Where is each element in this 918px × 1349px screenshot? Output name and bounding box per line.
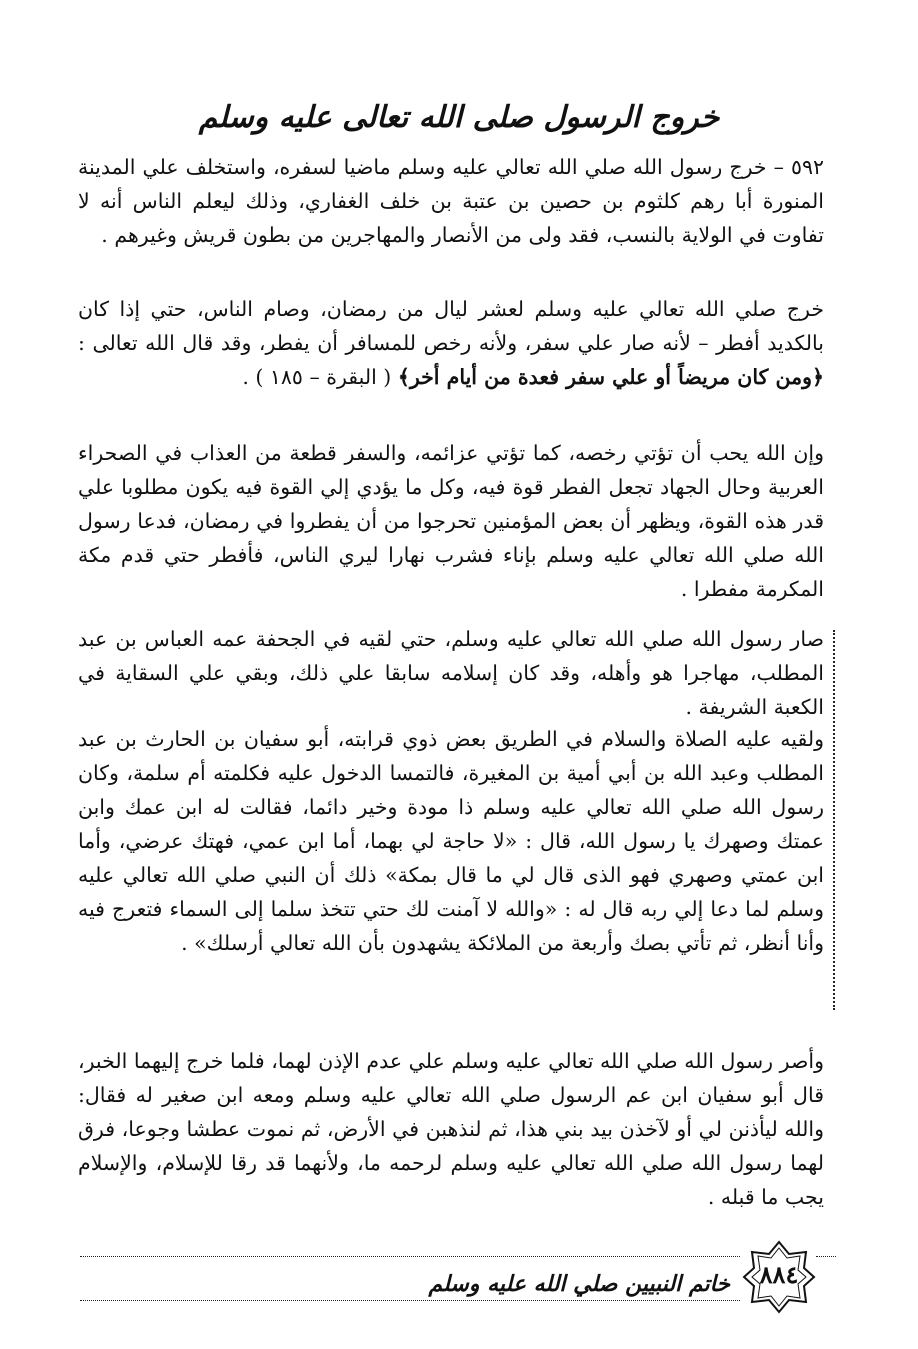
- footer-rule-top: [80, 1256, 740, 1257]
- paragraph-5: ولقيه عليه الصلاة والسلام في الطريق بعض ذوي قرابته، أبو سفيان بن الحارث بن عبد المطلب وعبد الله بن أبي أمية بن المغيرة، فالتمسا الدخول عليه فكلمته أم سلمة، وكان رسول الله صلي الله تعالي عليه وسلم ذا مودة وخير دائما، فقالت له ابن عمك وابن عمتك وصهرك يا رسول الله، قال : «لا حاجة لي بهما، أما ابن عمي، فهتك عرضي، وأما ابن عمتي وصهري فهو الذى قال لي ما قال بمكة» ذلك أن النبي صلي الله تعالي عليه وسلم لما دعا إلي ربه قال له : «والله لا آمنت لك حتي تتخذ سلما إلى السماء فتعرج فيه وأنا أنظر، ثم تأتي بصك وأربعة من الملائكة يشهدون بأن الله تعالي أرسلك» .: [78, 727, 824, 955]
- quran-reference: ( البقرة – ١٨٥ ) .: [242, 365, 398, 389]
- side-margin-rule: [833, 630, 835, 1010]
- paragraph-2-text: خرج صلي الله تعالي عليه وسلم لعشر ليال من رمضان، وصام الناس، حتي إذا كان بالكديد أفطر – لأنه صار علي سفر، ولأنه رخص للمسافر أن يفطر، وقد قال الله تعالى :: [78, 297, 824, 355]
- paragraph-2: [78, 292, 824, 394]
- page-title: خروج الرسول صلى الله تعالى عليه وسلم: [198, 100, 720, 135]
- footer-book-title: خاتم النبيين صلي الله عليه وسلم: [428, 1271, 730, 1297]
- page-number: ٨٨٤: [759, 1260, 799, 1289]
- paragraph-4: صار رسول الله صلي الله تعالي عليه وسلم، حتي لقيه في الجحفة عمه العباس بن عبد المطلب، مهاجرا هو وأهله، وقد كان إسلامه سابقا علي ذلك، وبقي علي السقاية في الكعبة الشريفة .: [78, 627, 824, 719]
- paragraph-6: وأصر رسول الله صلي الله تعالي عليه وسلم علي عدم الإذن لهما، فلما خرج إليهما الخبر، قال أبو سفيان ابن عم الرسول صلي الله تعالي عليه وسلم ومعه ابن صغير له فقال: والله ليأذنن لي أو لآخذن بيد بني هذا، ثم لنذهبن في الأرض، ثم نموت عطشا وجوعا، فرق لهما رسول الله صلي الله تعالي عليه وسلم لرحمه ما، ولأنهما قد رقا للإسلام، والإسلام يجب ما قبله .: [78, 1049, 824, 1209]
- quran-verse: ﴿ومن كان مريضاً أو علي سفر فعدة من أيام أخر﴾: [397, 365, 824, 389]
- footer-rule-right: [816, 1256, 836, 1257]
- paragraph-1: ٥٩٢ – خرج رسول الله صلي الله تعالي عليه وسلم ماضيا لسفره، واستخلف علي المدينة المنورة أبا رهم كلثوم بن حصين بن عتبة بن خلف الغفاري، وذلك ليعلم الناس أنه لا تفاوت في الولاية بالنسب، فقد ولى من الأنصار والمهاجرين من بطون قريش وغيرهم .: [78, 155, 824, 247]
- paragraph-3: وإن الله يحب أن تؤتي رخصه، كما تؤتي عزائمه، والسفر قطعة من العذاب في الصحراء العربية وحال الجهاد تجعل الفطر قوة فيه، وكل ما يؤدي إلي القوة فيه يكون مطلوبا علي قدر هذه القوة، ويظهر أن بعض المؤمنين تحرجوا من أن يفطروا في رمضان، فدعا رسول الله صلي الله تعالي عليه وسلم بإناء فشرب نهارا ليري الناس، فأفطر حتي قدم مكة المكرمة مفطرا .: [78, 441, 824, 601]
- footer-rule-bottom: [80, 1300, 740, 1301]
